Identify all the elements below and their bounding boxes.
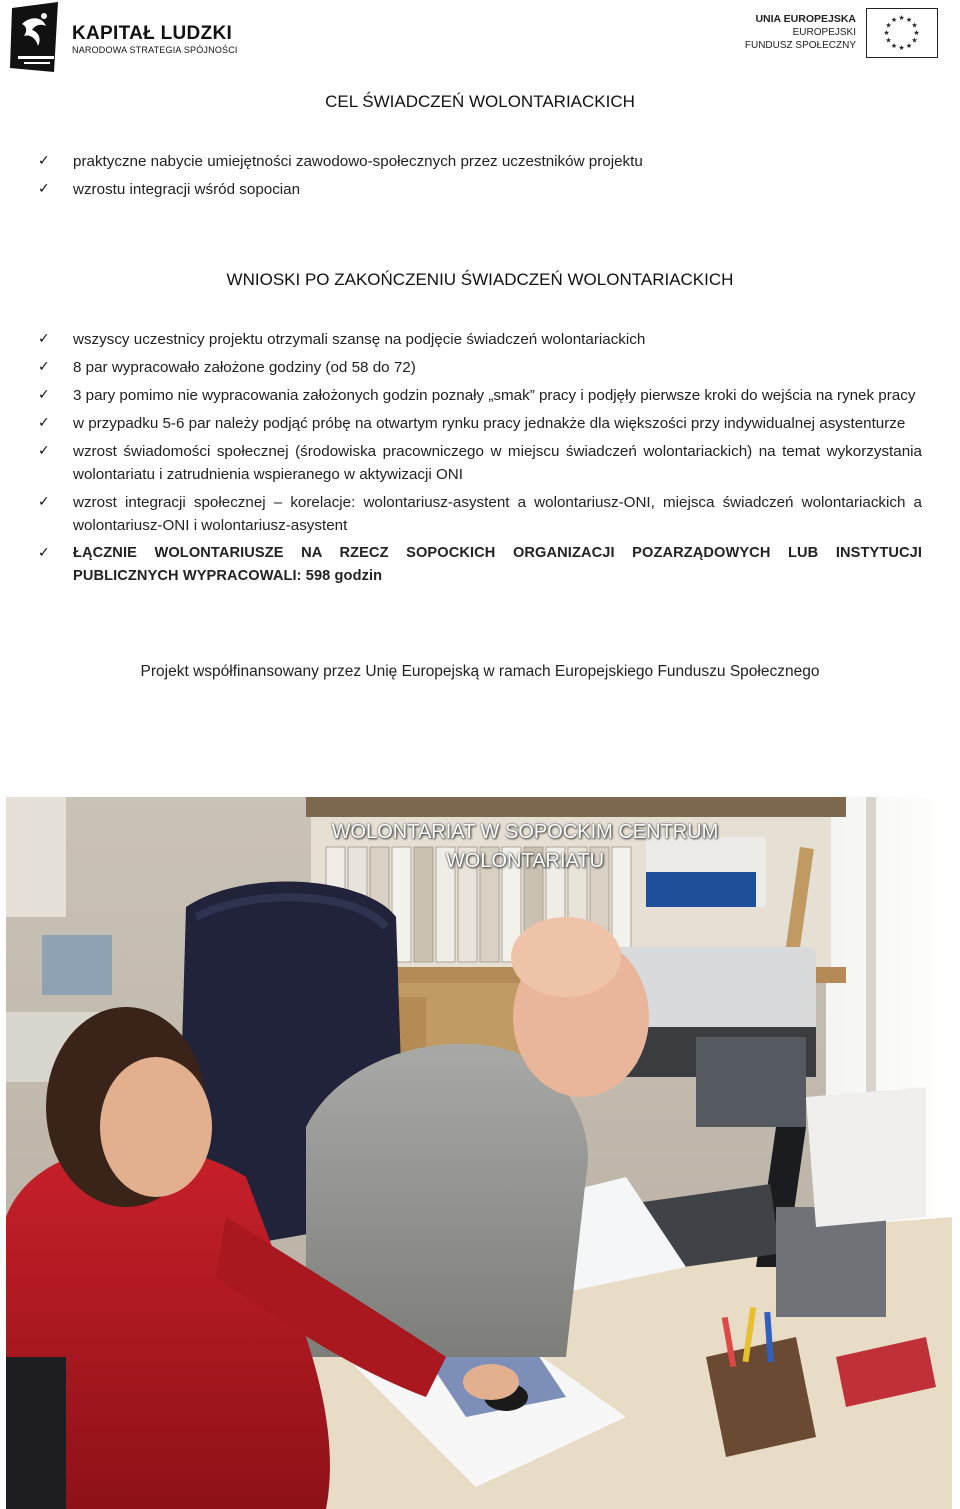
eu-star-icon: ★ (883, 30, 890, 37)
check-mark-icon: ✓ (38, 545, 50, 561)
eu-line-2: EUROPEJSKI (792, 27, 856, 38)
list-item-total-hours: ✓ ŁĄCZNIE WOLONTARIUSZE NA RZECZ SOPOCKICH ORGANIZACJI POZARZĄDOWYCH LUB INSTYTUCJI PUBLICZNYCH WYPRACOWALI: 598 godzin (38, 542, 922, 588)
conclusions-list (38, 328, 922, 593)
eu-star-icon: ★ (905, 17, 913, 24)
section-title-wnioski: WNIOSKI PO ZAKOŃCZENIU ŚWIADCZEŃ WOLONTARIACKICH (226, 270, 734, 289)
check-mark-icon: ✓ (38, 181, 50, 197)
kapital-ludzki-title: KAPITAŁ LUDZKI (72, 23, 233, 44)
eu-star-icon: ★ (905, 43, 913, 50)
list-item: ✓ wszyscy uczestnicy projektu otrzymali szansę na podjęcie świadczeń wolontariackich (38, 328, 922, 351)
eu-star-icon: ★ (898, 15, 905, 22)
eu-star-icon: ★ (913, 30, 920, 37)
eu-logo-text (745, 13, 856, 52)
goals-list (38, 150, 922, 206)
eu-star-icon: ★ (890, 43, 898, 50)
eu-star-icon: ★ (890, 17, 898, 24)
kapital-ludzki-emblem-icon (8, 2, 72, 74)
list-item: ✓ w przypadku 5-6 par należy podjąć próbę na otwartym rynku pracy jednakże dla większości przy indywidualnej asystenturze (38, 412, 922, 435)
eu-flag-icon (866, 8, 938, 58)
check-mark-icon: ✓ (38, 443, 50, 459)
eu-line-3: FUNDUSZ SPOŁECZNY (744, 40, 856, 51)
list-item: ✓ wzrost świadomości społecznej (środowiska pracowniczego w miejscu świadczeń wolontariackich) na temat wykorzystania wolontariatu i zatrudnienia wspieranego w aktywizacji ONI (38, 440, 922, 486)
kapital-ludzki-subtitle: NARODOWA STRATEGIA SPÓJNOŚCI (72, 45, 238, 55)
cofinancing-note: Projekt współfinansowany przez Unię Europejską w ramach Europejskiego Funduszu Społecznego (140, 663, 820, 680)
check-mark-icon: ✓ (38, 331, 50, 347)
photo-caption-title: WOLONTARIAT W SOPOCKIM CENTRUM WOLONTARIATU (331, 821, 719, 872)
check-mark-icon: ✓ (38, 359, 50, 375)
list-item: ✓ 3 pary pomimo nie wypracowania założonych godzin poznały „smak” pracy i podjęły pierwsze kroki do wejścia na rynek pracy (38, 384, 922, 407)
list-item: ✓ wzrost integracji społecznej – korelacje: wolontariusz-asystent a wolontariusz-ONI, miejsca świadczeń wolontariackich a wolontariusz-ONI i wolontariusz-asystent (38, 491, 922, 537)
list-item: ✓ praktyczne nabycie umiejętności zawodowo-społecznych przez uczestników projektu (38, 150, 922, 173)
check-mark-icon: ✓ (38, 494, 50, 510)
eu-star-icon: ★ (898, 45, 905, 52)
eu-star-icon: ★ (885, 37, 892, 45)
list-item: ✓ wzrostu integracji wśród sopocian (38, 178, 922, 201)
eu-line-1: UNIA EUROPEJSKA (755, 13, 856, 25)
list-item: ✓ 8 par wypracowało założone godziny (od 58 do 72) (38, 356, 922, 379)
volunteer-photo (6, 797, 952, 1509)
eu-star-icon: ★ (911, 37, 918, 45)
check-mark-icon: ✓ (38, 415, 50, 431)
check-mark-icon: ✓ (38, 387, 50, 403)
eu-star-icon: ★ (885, 22, 892, 30)
eu-star-icon: ★ (911, 22, 918, 30)
section-title-cel: CEL ŚWIADCZEŃ WOLONTARIACKICH (325, 92, 635, 111)
check-mark-icon: ✓ (38, 153, 50, 169)
